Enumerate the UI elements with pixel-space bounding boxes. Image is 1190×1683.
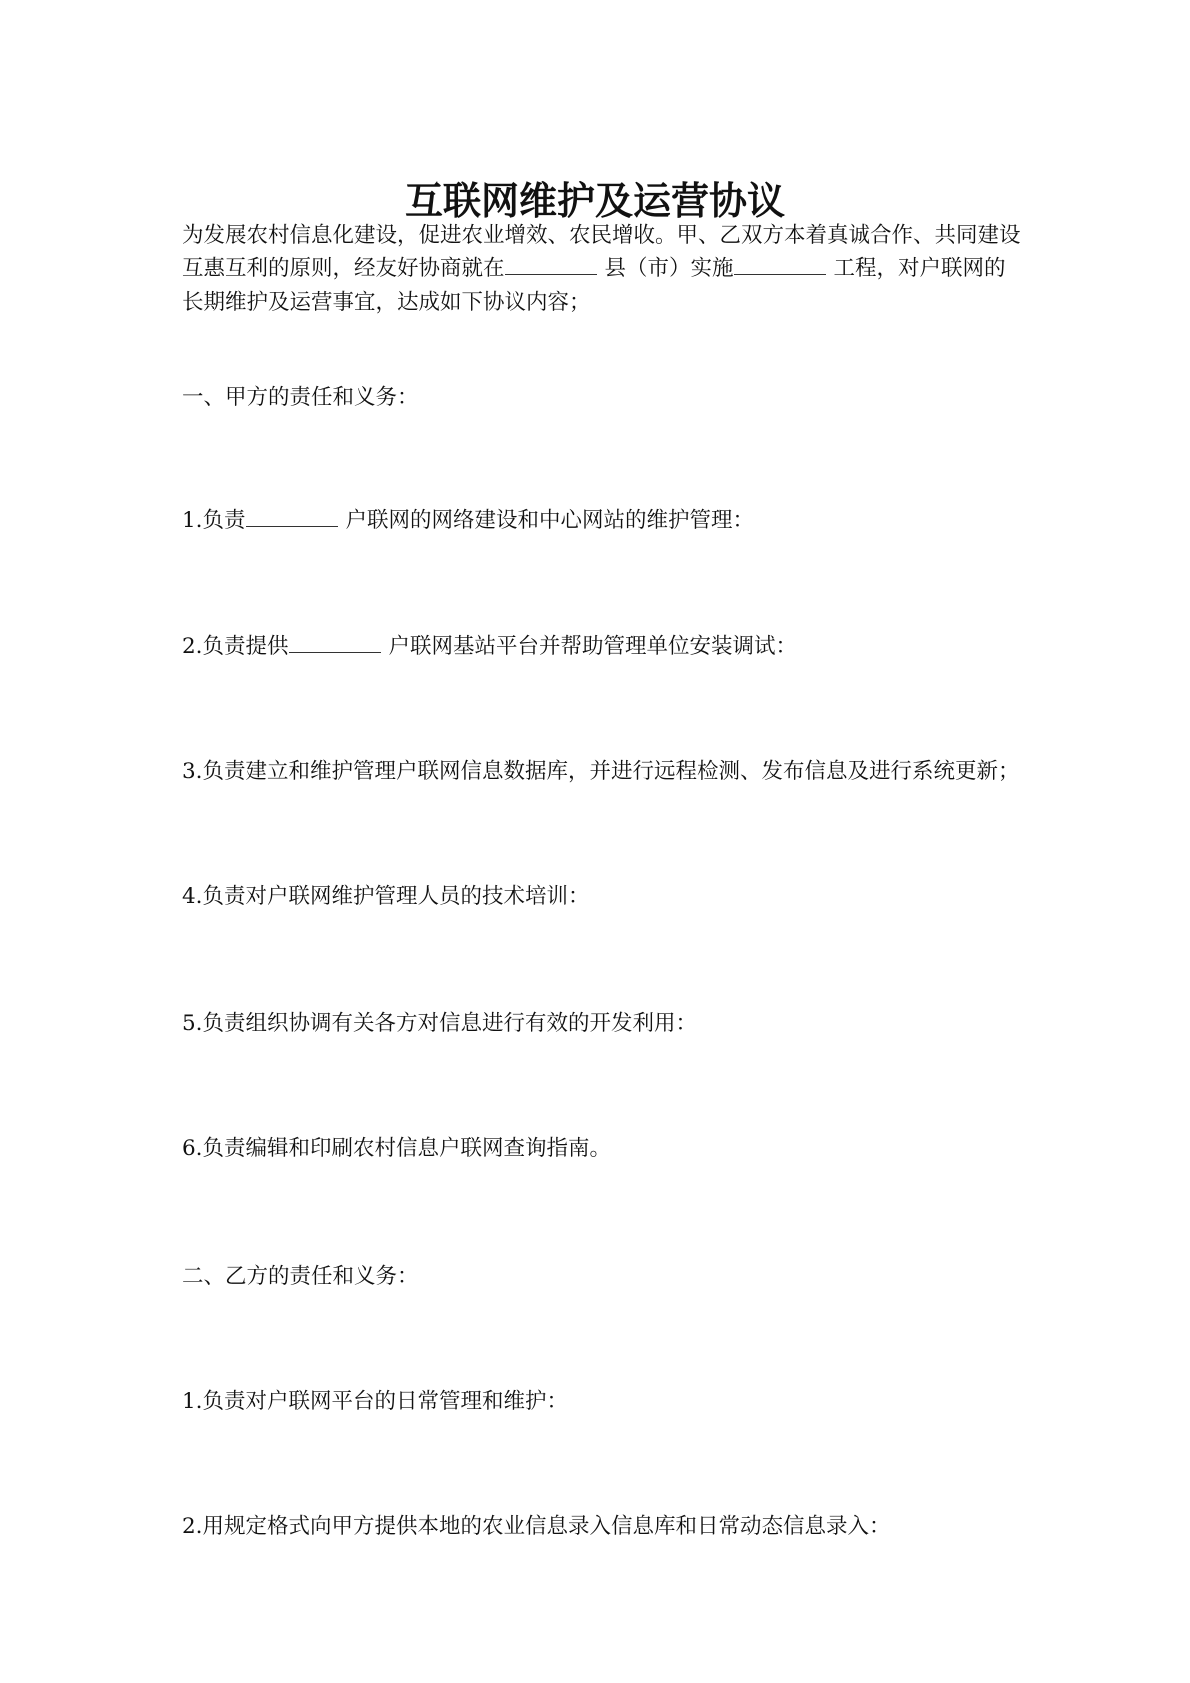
- section-1-item-3: 3.负责建立和维护管理户联网信息数据库，并进行远程检测、发布信息及进行系统更新；: [182, 759, 1020, 784]
- section-2-item-1: 1.负责对户联网平台的日常管理和维护：: [182, 1389, 569, 1414]
- households-blank[interactable]: [246, 508, 338, 527]
- section-1-item-1: [182, 508, 754, 534]
- intro-line-3: 长期维护及运营事宜，达成如下协议内容；: [182, 290, 591, 315]
- item-text: 2.负责提供: [182, 634, 289, 659]
- section-2-item-2: 2.用规定格式向甲方提供本地的农业信息录入信息库和日常动态信息录入：: [182, 1514, 891, 1539]
- intro-line-2: [182, 256, 1006, 282]
- section-1-item-5: 5.负责组织协调有关各方对信息进行有效的开发利用：: [182, 1011, 698, 1036]
- section-1-heading: 一、甲方的责任和义务：: [182, 385, 419, 410]
- section-2-heading: 二、乙方的责任和义务：: [182, 1264, 419, 1289]
- document-title: 互联网维护及运营协议: [404, 179, 785, 223]
- item-text: 户联网基站平台并帮助管理单位安装调试：: [388, 634, 798, 659]
- households-blank[interactable]: [289, 634, 381, 653]
- intro-text: 工程，对户联网的: [833, 256, 1006, 281]
- item-text: 1.负责: [182, 508, 246, 533]
- intro-text: 县（市）实施: [604, 256, 734, 281]
- item-text: 户联网的网络建设和中心网站的维护管理：: [345, 508, 755, 533]
- county-blank[interactable]: [505, 256, 597, 275]
- intro-line-1: 为发展农村信息化建设，促进农业增效、农民增收。甲、乙双方本着真诚合作、共同建设: [182, 223, 1021, 248]
- section-1-item-2: [182, 634, 797, 660]
- intro-text: 互惠互利的原则，经友好协商就在: [182, 256, 505, 281]
- project-blank[interactable]: [734, 256, 826, 275]
- section-1-item-4: 4.负责对户联网维护管理人员的技术培训：: [182, 884, 590, 909]
- section-1-item-6: 6.负责编辑和印刷农村信息户联网查询指南。: [182, 1136, 612, 1161]
